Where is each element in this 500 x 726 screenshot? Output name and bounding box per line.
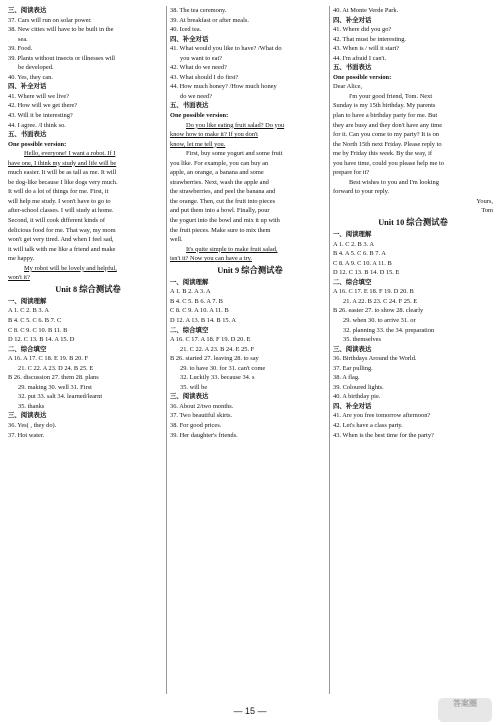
answer-line: A 1. C 2. B 3. A [333,240,375,248]
answer-line: 36. About 2/two months. [170,402,234,410]
essay-line: the strawberries, and peel the banana and [170,188,276,196]
essay-line: well. [170,236,183,244]
section-heading: 四、补全对话 [8,83,47,91]
essay-line: know, let me tell you. [170,140,226,148]
essay-line: First, buy some yogurt and some fruit [186,150,283,158]
answer-line: 38. New cities will have to be built in the [8,26,114,34]
essay-line: prepare for it? [333,169,370,177]
answer-line: 36. Birthdays Around the World. [333,355,417,363]
section-heading: 一、阅读理解 [8,297,47,305]
answer-line: 44. I'm afraid I can't. [333,54,387,62]
essay-line: after-school classes. I will study at home. [8,207,114,215]
answer-line: 43. When is the best time for the party? [333,431,434,439]
essay-line: Second, it will cook different kinds of [8,217,105,225]
essay-line: My robot will be lovely and helpful, [24,264,117,272]
section-heading: 四、补全对话 [170,35,209,43]
answer-line: 37. Cars will run on solar power. [8,16,92,24]
section-heading: 五、书面表达 [8,131,47,139]
answer-line: B 26. discussion 27. them 28. plans [8,374,99,382]
version-label: One possible version: [170,112,229,120]
essay-line: Sunday is my 15th birthday. My parents [333,102,436,110]
section-heading: 五、书面表达 [333,64,372,72]
section-heading: 三、阅读表达 [333,345,372,353]
answer-line: 39. Plants without insects or illnesses will [8,54,116,62]
essay-line: for it. Can you come to my party? It is on [333,131,439,139]
essay-line: the orange. Then, cut the fruit into pieces [170,197,276,205]
answer-column-1 [8,6,168,440]
essay-line: the yogurt into the bowl and mix it up with [170,217,280,225]
answer-line: 37. Ear pulling. [333,364,373,372]
answer-line: 37. Hot water. [8,431,45,439]
section-heading: 一、阅读理解 [170,278,209,286]
essay-line: It's quite simple to make fruit salad, [186,245,278,253]
section-heading: 二、综合填空 [333,278,372,286]
essay-line: know how to make it? If you don't [170,131,258,139]
essay-line: It will do a lot of things for me. First, it [8,188,109,196]
answer-line: C 8. C 9. C 10. B 11. B [8,326,68,334]
section-heading: 四、补全对话 [333,402,372,410]
answer-line: 41. Are you free tomorrow afternoon? [333,412,431,420]
section-heading: 五、书面表达 [170,102,209,110]
answer-line: 29. making 30. well 31. First [18,383,92,391]
answer-line: 38. A flag. [333,374,360,382]
section-heading: 三、阅读表达 [8,412,47,420]
essay-line: apple, an orange, a banana and some [170,169,264,177]
answer-line: 41. Where did you go? [333,26,392,34]
answer-line: 42. That must be interesting. [333,35,407,43]
answer-line: B 26. easier 27. to show 28. clearly [333,307,424,315]
answer-line: do we need? [180,92,212,100]
answer-column-2 [170,6,330,440]
answer-line: 44. I agree. /I think so. [8,121,66,129]
answer-line: C 8. C 9. A 10. A 11. B [170,307,229,315]
answer-line: A 1. B 2. A 3. A [170,288,211,296]
unit-title: Unit 10 综合测试卷 [378,218,448,228]
answer-line: B 4. C 5. B 6. A 7. B [170,297,223,305]
essay-line: strawberries. Next, wash the apple and [170,178,269,186]
answer-line: 42. How will we get there? [8,102,78,110]
letter-closing: Yours, [476,197,493,205]
answer-line: D 12. C 13. B 14. A 15. D [8,336,75,344]
section-heading: 二、综合填空 [8,345,47,353]
answer-line: 43. When is / will it start? [333,45,400,53]
section-heading: 一、阅读理解 [333,231,372,239]
answer-line: 21. C 22. A 23. D 24. B 25. E [18,364,94,372]
essay-line: I'm your good friend, Tom. Next [349,92,433,100]
essay-line: have one, I think my study and life will be [8,159,117,167]
answer-line: 39. At breakfast or after meals. [170,16,249,24]
answer-line: 29. to have 30. for 31. can't come [180,364,266,372]
answer-line: 40. A birthday pie. [333,393,381,401]
answer-line: 40. Yes, they can. [8,73,53,81]
section-heading: 三、阅读表达 [8,7,47,14]
answer-line: 41. What would you like to have? /What do [170,45,282,53]
essay-line: be dog-like because I like dogs very much. [8,178,118,186]
essay-line: will help me study. I won't have to go to [8,197,111,205]
section-heading: 二、综合填空 [170,326,209,334]
answer-line: D 12. C 13. B 14. D 15. E [333,269,400,277]
page-number: — 15 — [233,706,267,716]
essay-line: forward to your reply. [333,188,390,196]
essay-line: it will talk with me like a friend and make [8,245,116,253]
answer-line: 21. A 22. B 23. C 24. F 25. E [343,297,418,305]
answer-line: 35. thanks [18,402,45,410]
answer-line: 39. Food. [8,45,33,53]
essay-line: much easier. It will be as tall as me. It will [8,169,117,177]
answer-line: 38. The tea ceremony. [170,7,227,14]
answer-line: 43. Will it be interesting? [8,112,73,120]
answer-line: 39. Coloured lights. [333,383,384,391]
answer-line: 39. Her daughter's friends. [170,431,238,439]
answer-line: D 12. A 13. B 14. B 15. A [170,316,237,324]
answer-line: be developed. [18,64,54,72]
answer-line: C 8. A 9. C 10. A 11. B [333,259,392,267]
letter-greeting: Dear Alice, [333,83,363,91]
answer-line: 43. What should I do first? [170,73,239,81]
essay-line: Do you like eating fruit salad? Do you [186,121,285,129]
answer-line: 38. For good prices. [170,421,222,429]
answer-line: 40. At Monte Verde Park. [333,7,399,14]
essay-line: isn't it? Now you can have a try. [170,255,253,263]
answer-line: 41. Where will we live? [8,92,70,100]
answer-line: B 4. C 5. C 6. B 7. C [8,316,62,324]
answer-line: A 16. A 17. C 18. E 19. B 20. F [8,355,89,363]
answer-line: 42. Let's have a class party. [333,421,403,429]
unit-title: Unit 9 综合测试卷 [217,265,283,275]
answer-line: you want to eat? [180,54,223,62]
essay-line: Best wishes to you and I'm looking [349,178,439,186]
essay-line: me happy. [8,255,35,263]
answer-line: 37. Two beautiful skirts. [170,412,233,420]
essay-line: you have time, could you please help me to [333,159,444,167]
answer-line: 36. Yes( , they do). [8,421,57,429]
answer-line: 40. Iced tea. [170,26,202,34]
answer-line: sea. [18,35,28,43]
answer-line: 32. Luckily 33. because 34. s [180,374,255,382]
answer-line: 29. when 30. to arrive 31. or [343,316,416,324]
essay-line: they are busy and they don't have any time [333,121,443,129]
essay-line: the fruit pieces. Make sure to mix them [170,226,271,234]
section-heading: 四、补全对话 [333,16,372,24]
answer-line: 44. How much honey? /How much honey [170,83,277,91]
answer-line: A 16. C 17. E 18. F 19. D 20. B [333,288,414,296]
essay-line: and put them into a bowl. Finally, pour [170,207,270,215]
essay-line: the North 15th next Friday. Please reply to [333,140,442,148]
essay-line: plan to have a birthday party for me. But [333,112,438,120]
answer-line: 42. What do we need? [170,64,227,72]
answer-line: 35. themselves [343,336,381,344]
essay-line: you like. For example, you can buy an [170,159,269,167]
essay-line: delicious food for me. That way, my mom [8,226,116,234]
essay-line: won't it? [8,274,30,282]
answer-line: A 16. C 17. A 18. F 19. D 20. E [170,336,251,344]
watermark-logo: 答案圈 [438,698,492,722]
answer-line: 35. will be [180,383,208,391]
essay-line: Hello, everyone! I want a robot. If I [24,150,116,158]
answer-line: B 4. A 5. C 6. B 7. A [333,250,386,258]
version-label: One possible version: [333,73,392,81]
letter-signature: Tom [481,207,493,215]
answer-line: B 26. started 27. leaving 28. to say [170,355,259,363]
essay-line: won't get very tired. And when I feel sad, [8,236,114,244]
answer-line: A 1. C 2. B 3. A [8,307,50,315]
answer-line: 21. C 22. A 23. B 24. E 25. F [180,345,255,353]
answer-column-3 [333,6,493,440]
answer-line: 32. put 33. salt 34. learned/learnt [18,393,103,401]
answer-line: 32. planning 33. the 34. preparation [343,326,435,334]
essay-line: me by Friday this week. By the way, if [333,150,432,158]
section-heading: 三、阅读表达 [170,393,209,401]
unit-title: Unit 8 综合测试卷 [55,284,121,294]
version-label: One possible version: [8,140,67,148]
